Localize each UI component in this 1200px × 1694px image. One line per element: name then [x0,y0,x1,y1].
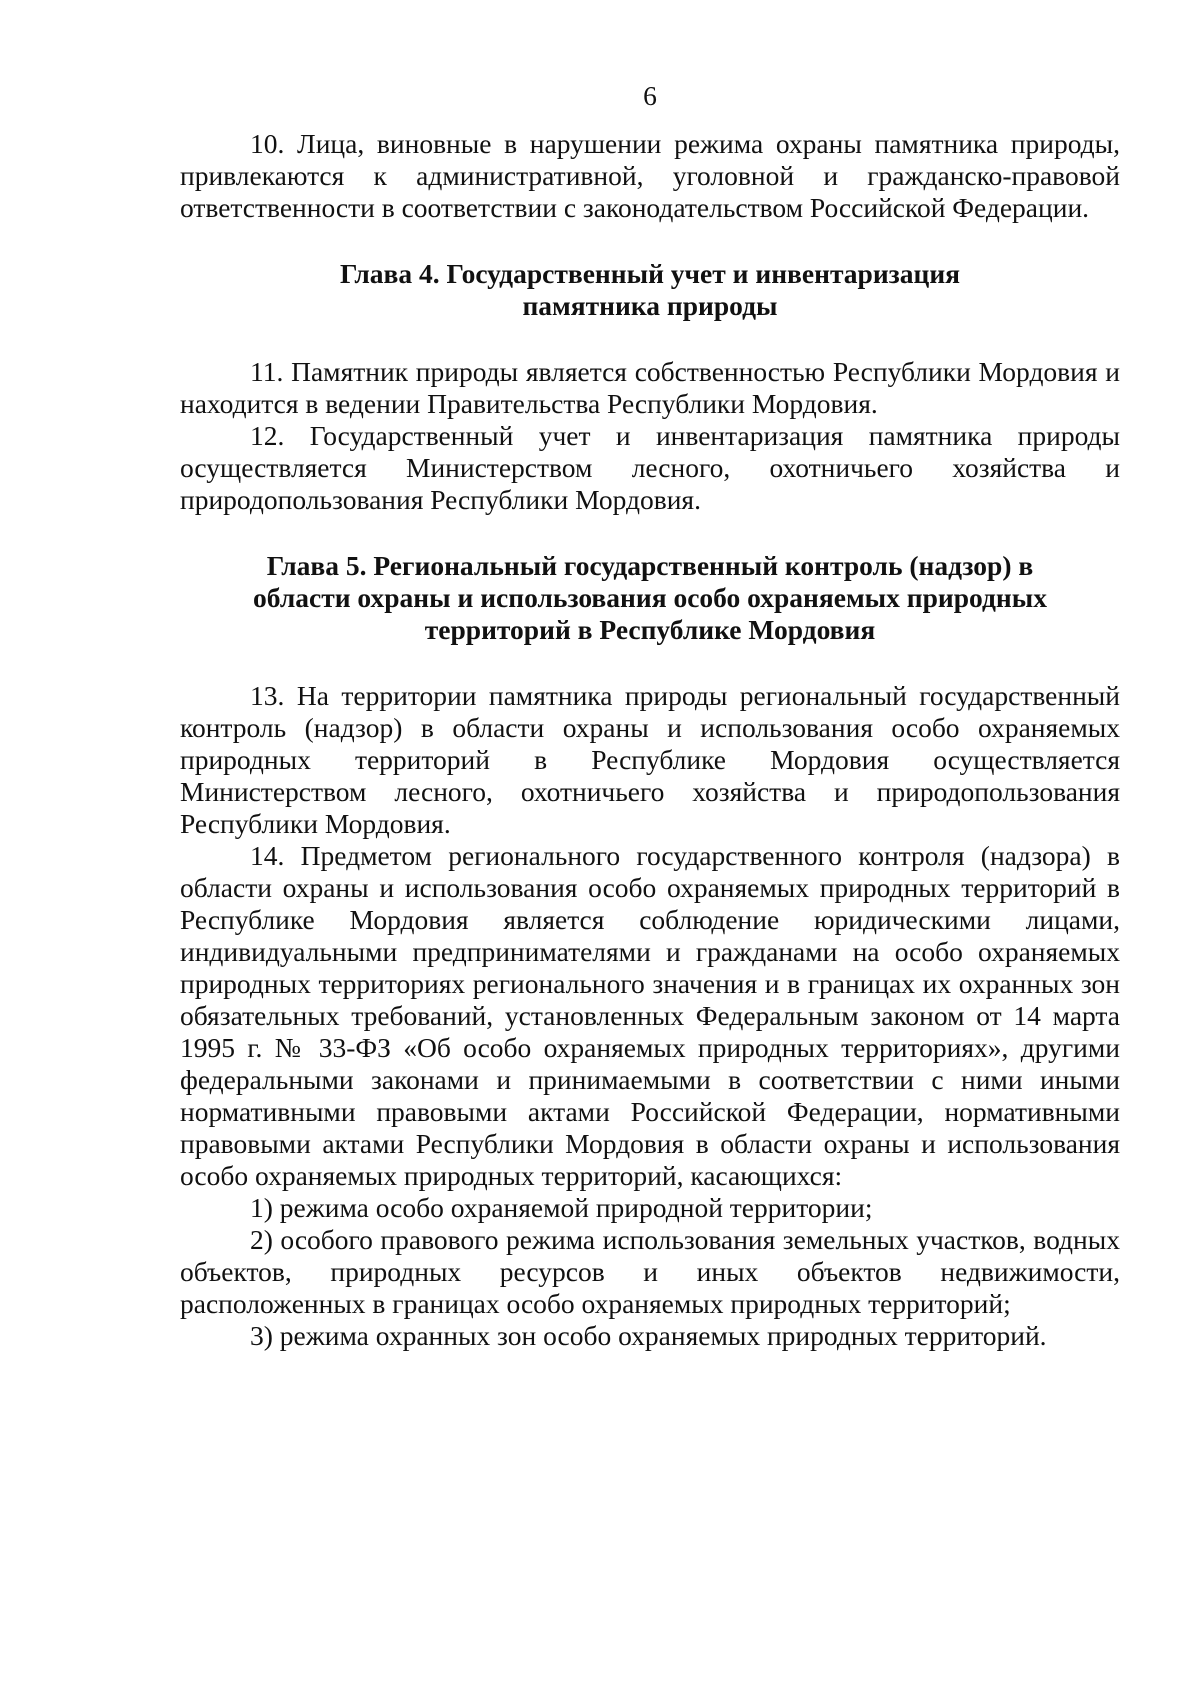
chapter-5-heading-line: Глава 5. Региональный государственный контроль (надзор) в [266,550,1034,581]
list-item: 3) режима охранных зон особо охраняемых природных территорий. [250,1320,1047,1351]
paragraph-11: 11. Памятник природы является собственностью Республики Мордовия и находится в ведении Правительства Республики Мордовия. [180,356,1120,419]
chapter-4-heading-line: Глава 4. Государственный учет и инвентаризация [339,258,961,289]
chapter-4-heading-line: памятника природы [522,290,778,321]
paragraph-10: 10. Лица, виновные в нарушении режима охраны памятника природы, привлекаются к административной, уголовной и гражданско-правовой ответственности в соответствии с законодательством Российской Федерации. [180,128,1120,223]
paragraph-14: 14. Предметом регионального государственного контроля (надзора) в области охраны и использования особо охраняемых природных территорий в Республике Мордовия является соблюдение юридическими лицами, индивидуальными предпринимателями и гражданами на особо охраняемых природных территориях регионального значения и в границах их охранных зон обязательных требований, установленных Федеральным законом от 14 марта 1995 г. № 33-ФЗ «Об особо охраняемых природных территориях», другими федеральными законами и принимаемыми в соответствии с ними иными нормативными правовыми актами Российской Федерации, нормативными правовыми актами Республики Мордовия в области охраны и использования особо охраняемых природных территорий, касающихся: [180,840,1120,1191]
chapter-4-heading [180,258,1120,322]
chapter-5-heading [180,550,1120,646]
list-item: 2) особого правового режима использования земельных участков, водных объектов, природных ресурсов и иных объектов недвижимости, расположенных в границах особо охраняемых природных территорий; [180,1224,1120,1319]
paragraph-13: 13. На территории памятника природы региональный государственный контроль (надзор) в области охраны и использования особо охраняемых природных территорий в Республике Мордовия осуществляется Министерством лесного, охотничьего хозяйства и природопользования Республики Мордовия. [180,680,1120,839]
chapter-5-heading-line: территорий в Республике Мордовия [424,614,876,645]
list-item: 1) режима особо охраняемой природной территории; [250,1192,873,1223]
chapter-5-heading-line: области охраны и использования особо охраняемых природных [253,582,1047,613]
page-number: 6 [643,80,657,111]
paragraph-12: 12. Государственный учет и инвентаризация памятника природы осуществляется Министерством лесного, охотничьего хозяйства и природопользования Республики Мордовия. [180,420,1120,515]
